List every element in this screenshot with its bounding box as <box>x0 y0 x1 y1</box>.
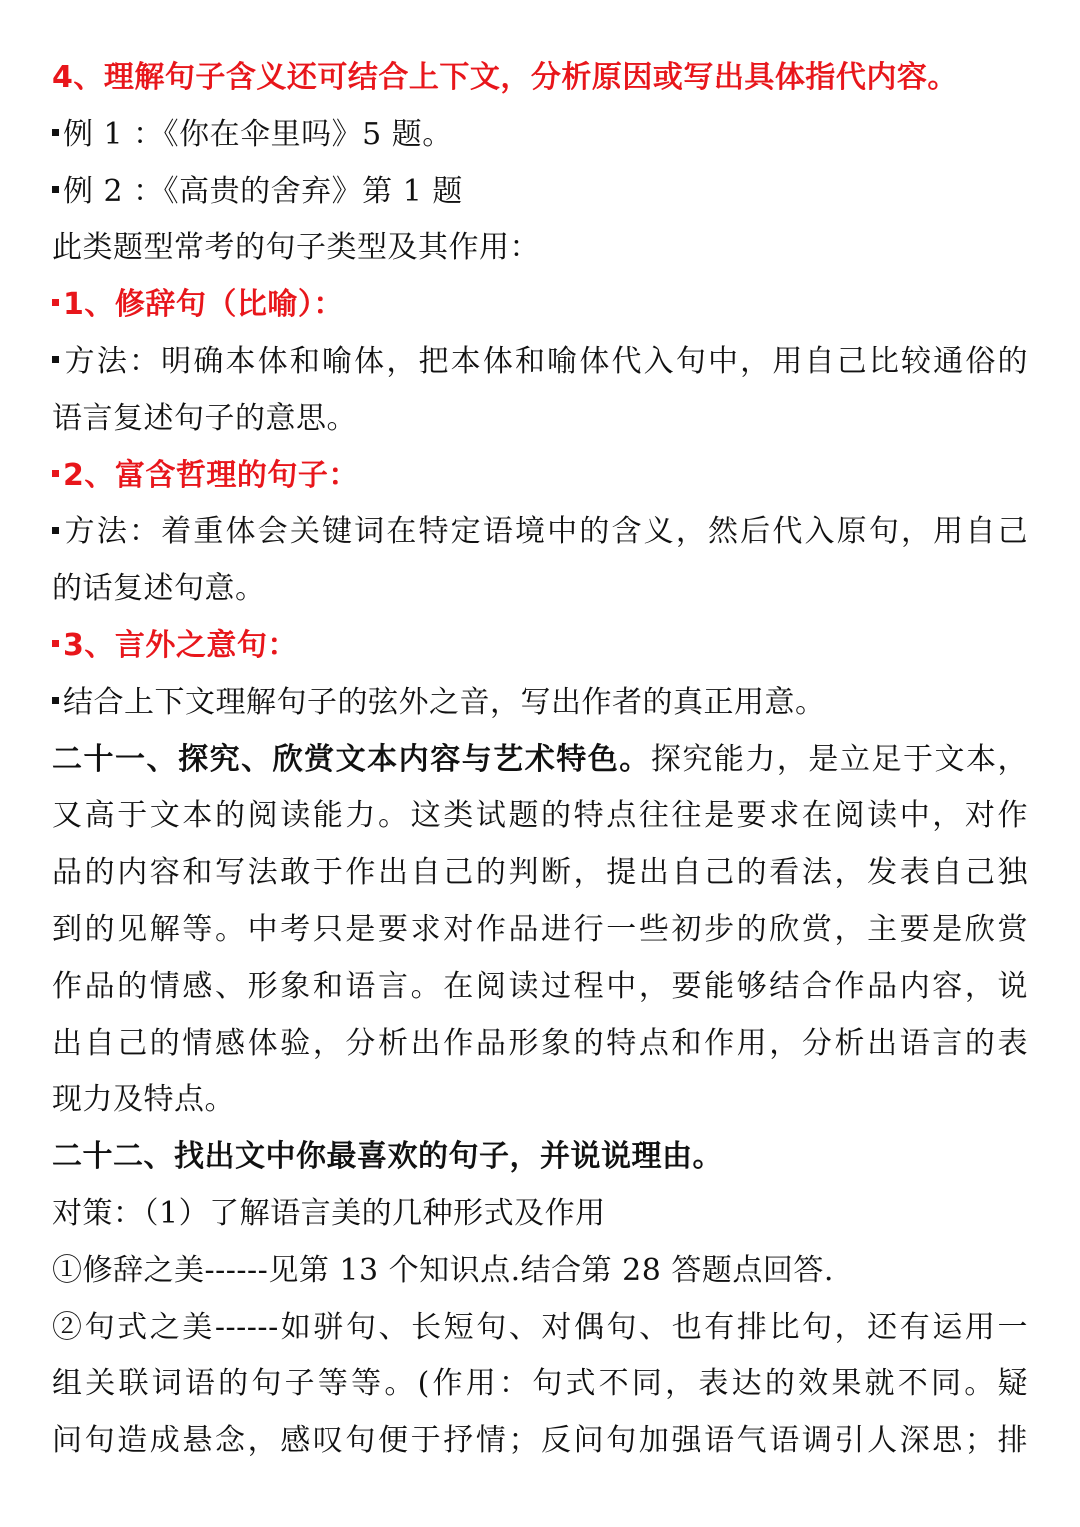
paragraph-22-line-1: 对策：（1）了解语言美的几种形式及作用 <box>52 1195 606 1231</box>
section-1-title: 1、修辞句（比喻）： <box>52 277 1028 334</box>
paragraph-21-line-2: 又高于文本的阅读能力。这类试题的特点往往是要求在阅读中，对作 <box>52 798 1028 834</box>
bullet-icon <box>52 697 59 704</box>
paragraph-22-heading: 二十二、找出文中你最喜欢的句子，并说说理由。 <box>52 1139 723 1175</box>
paragraph-22-line-4: 组关联词语的句子等等。(作用：句式不同，表达的效果就不同。疑 <box>52 1366 1028 1402</box>
intro-line: 此类题型常考的句子类型及其作用： <box>52 230 540 266</box>
bullet-icon <box>52 470 59 477</box>
paragraph-21-line-1: 二十一、探究、欣赏文本内容与艺术特色。探究能力，是立足于文本， <box>52 741 1028 777</box>
paragraph-22-line-3: ②句式之美------如骈句、长短句、对偶句、也有排比句，还有运用一 <box>52 1309 1028 1345</box>
section-1-line-1: 方法：明确本体和喻体，把本体和喻体代入句中，用自己比较通俗的 <box>52 334 1028 391</box>
heading-4: 4、理解句子含义还可结合上下文，分析原因或写出具体指代内容。 <box>52 60 958 95</box>
paragraph-22-line-5: 问句造成悬念，感叹句便于抒情；反问句加强语气语调引人深思；排 <box>52 1423 1028 1459</box>
section-1-line-2: 语言复述句子的意思。 <box>52 400 357 436</box>
bullet-icon <box>52 186 59 193</box>
example-2: 例 2 ：《高贵的舍弃》第 1 题 <box>52 164 1028 221</box>
paragraph-22-line-2: ①修辞之美------见第 13 个知识点.结合第 28 答题点回答. <box>52 1252 834 1288</box>
section-2-line-2: 的话复述句意。 <box>52 571 266 607</box>
section-3-line-1: 结合上下文理解句子的弦外之音，写出作者的真正用意。 <box>52 675 1028 732</box>
bullet-icon <box>52 640 59 647</box>
section-3-title: 3、言外之意句： <box>52 618 1028 675</box>
paragraph-21-line-5: 作品的情感、形象和语言。在阅读过程中，要能够结合作品内容，说 <box>52 968 1028 1004</box>
section-2-title: 2、富含哲理的句子： <box>52 448 1028 505</box>
section-2-line-1: 方法：着重体会关键词在特定语境中的含义，然后代入原句，用自己 <box>52 504 1028 561</box>
bullet-icon <box>52 299 59 306</box>
example-1: 例 1 ：《你在伞里吗》5 题。 <box>52 107 1028 164</box>
paragraph-21-heading: 二十一、探究、欣赏文本内容与艺术特色。 <box>52 741 651 777</box>
paragraph-21-line-3: 品的内容和写法敢于作出自己的判断，提出自己的看法，发表自己独 <box>52 855 1028 891</box>
paragraph-21-line-4: 到的见解等。中考只是要求对作品进行一些初步的欣赏，主要是欣赏 <box>52 911 1028 947</box>
bullet-icon <box>52 356 59 363</box>
paragraph-21-line-7: 现力及特点。 <box>52 1082 235 1118</box>
paragraph-21-line-6: 出自己的情感体验，分析出作品形象的特点和作用，分析出语言的表 <box>52 1025 1028 1061</box>
bullet-icon <box>52 527 59 534</box>
bullet-icon <box>52 129 59 136</box>
